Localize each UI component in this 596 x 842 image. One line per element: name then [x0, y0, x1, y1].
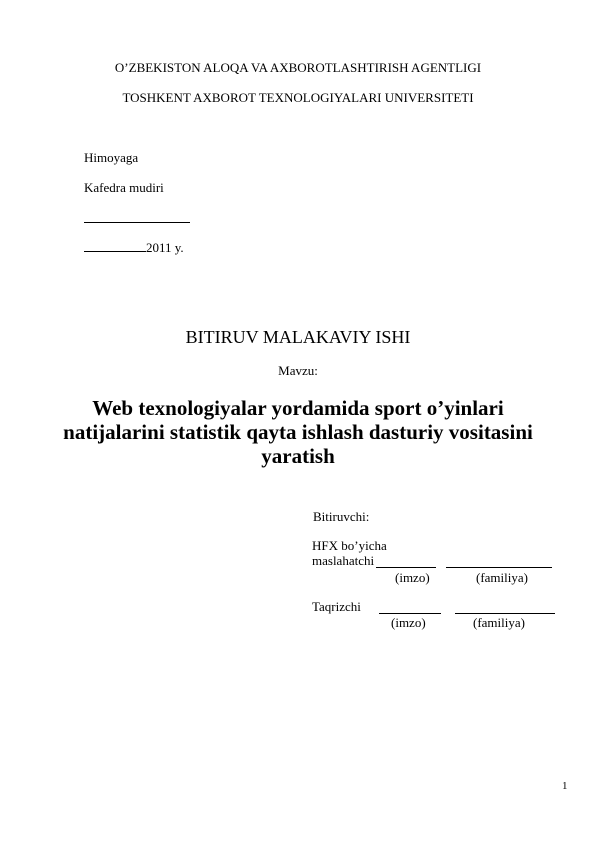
year-text: 2011 y. [146, 240, 184, 255]
thesis-topic-title: Web texnologiyalar yordamida sport o’yinlari natijalarini statistik qayta ishlash dasturiy vositasini yaratish [63, 396, 533, 468]
date-blank-line [84, 240, 146, 252]
advisor-label-line1: HFX bo’yicha [312, 538, 387, 553]
reviewer-surname-line [455, 601, 555, 614]
advisor-signature-caption: (imzo) [395, 570, 430, 585]
reviewer-surname-caption: (familiya) [473, 615, 525, 630]
advisor-signature-line [376, 555, 436, 568]
university-name: TOSHKENT AXBOROT TEXNOLOGIYALARI UNIVERSITETI [122, 90, 474, 105]
head-signature-line [84, 210, 190, 223]
graduate-label: Bitiruvchi: [313, 509, 370, 524]
advisor-surname-caption: (familiya) [476, 570, 528, 585]
reviewer-label: Taqrizchi [312, 599, 361, 614]
advisor-label-line2: maslahatchi [312, 553, 375, 568]
defense-label: Himoyaga [84, 150, 139, 165]
reviewer-signature-line [379, 601, 441, 614]
topic-label: Mavzu: [278, 363, 318, 378]
reviewer-signature-caption: (imzo) [391, 615, 426, 630]
department-head-label: Kafedra mudiri [84, 180, 164, 195]
advisor-surname-line [446, 555, 552, 568]
page-number: 1 [562, 780, 568, 792]
approval-date [84, 240, 184, 256]
agency-name: O’ZBEKISTON ALOQA VA AXBOROTLASHTIRISH AGENTLIGI [114, 60, 482, 75]
thesis-type-title: BITIRUV MALAKAVIY ISHI [185, 327, 411, 347]
